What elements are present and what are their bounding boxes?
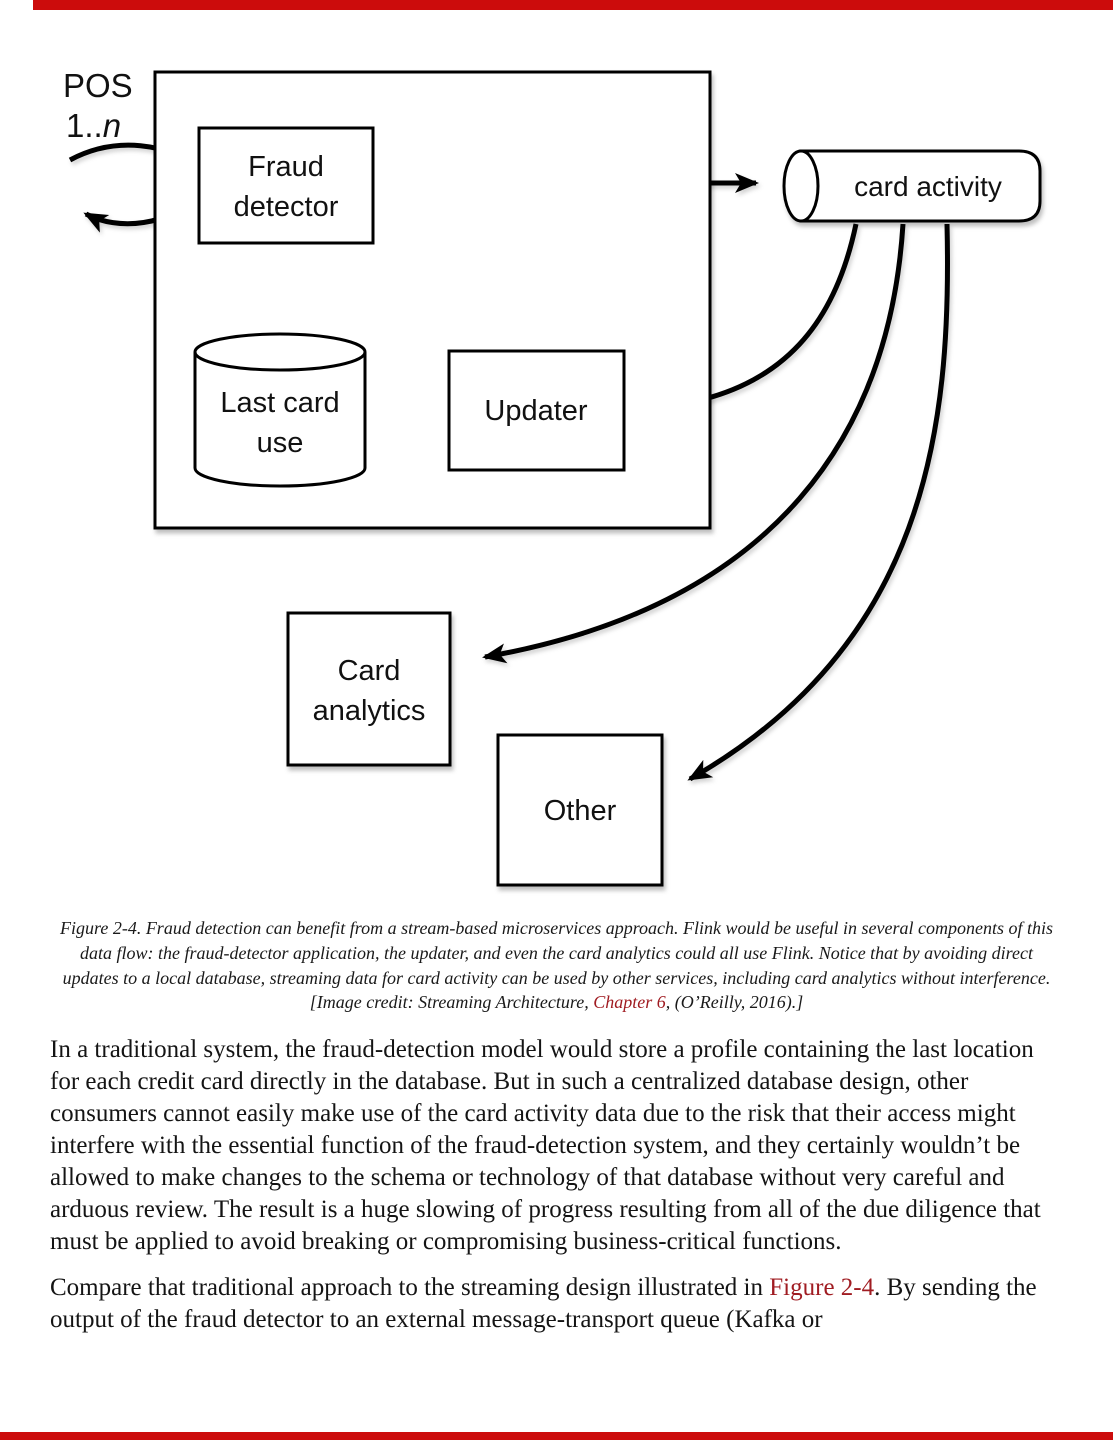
fraud-detector-label-line2: detector — [233, 191, 339, 223]
card-analytics-box — [288, 613, 450, 765]
figure-caption-text: Figure 2-4. Fraud detection can benefit from a stream-based microservices approach. Flink would be useful in several components of this data flow: the fraud-detector application, the updater, and even the card analytics could all use Flink. Notice that by avoiding direct updates to a local database, streaming data for card activity can be used by other services, including card analytics without interference. [Image credit: Streaming Architecture, — [60, 918, 1053, 1013]
other-label: Other — [543, 795, 617, 827]
chapter-6-link[interactable]: Chapter 6 — [593, 992, 666, 1013]
arrow-card-activity-to-other — [690, 224, 948, 779]
updater-label: Updater — [484, 395, 588, 427]
card-activity-label: card activity — [854, 171, 1002, 202]
figure-2-4-link[interactable]: Figure 2-4 — [769, 1274, 875, 1301]
last-card-use-label-line2: use — [256, 427, 304, 459]
card-analytics-label-line2: analytics — [312, 695, 426, 727]
figure-caption-credit-tail: , (O’Reilly, 2016).] — [665, 992, 804, 1013]
card-activity-queue-cap — [784, 151, 818, 221]
card-analytics-label-line1: Card — [337, 655, 401, 687]
fraud-detector-label-line1: Fraud — [248, 151, 324, 183]
pos-count-label: 1..n — [66, 107, 122, 144]
last-card-use-db-body — [195, 352, 365, 486]
last-card-use-db-top — [195, 334, 365, 370]
paragraph-compare-streaming — [50, 1272, 1066, 1336]
last-card-use-label-line1: Last card — [220, 387, 340, 419]
bottom-edge-bar — [0, 1432, 1113, 1440]
pos-label: POS — [63, 67, 133, 104]
fraud-detector-box — [199, 128, 373, 243]
figure-caption — [56, 916, 1057, 1015]
paragraph2-tail: . By sending the output of the fraud detector to an external message-transport queue (Kafka or — [50, 1274, 1037, 1333]
paragraph-traditional-system: In a traditional system, the fraud-detection model would store a profile containing the last location for each credit card directly in the database. But in such a centralized database design, other consumers cannot easily make use of the card activity data due to the risk that their access might interfere with the essential function of the fraud-detection system, and they certainly wouldn’t be allowed to make changes to the schema or technology of that database without very careful and arduous review. The result is a huge slowing of progress resulting from all of the due diligence that must be applied to avoid breaking or compromising business-critical functions. — [50, 1036, 1041, 1255]
paragraph2-lead: Compare that traditional approach to the streaming design illustrated in — [50, 1274, 770, 1301]
body-text — [50, 1034, 1066, 1350]
